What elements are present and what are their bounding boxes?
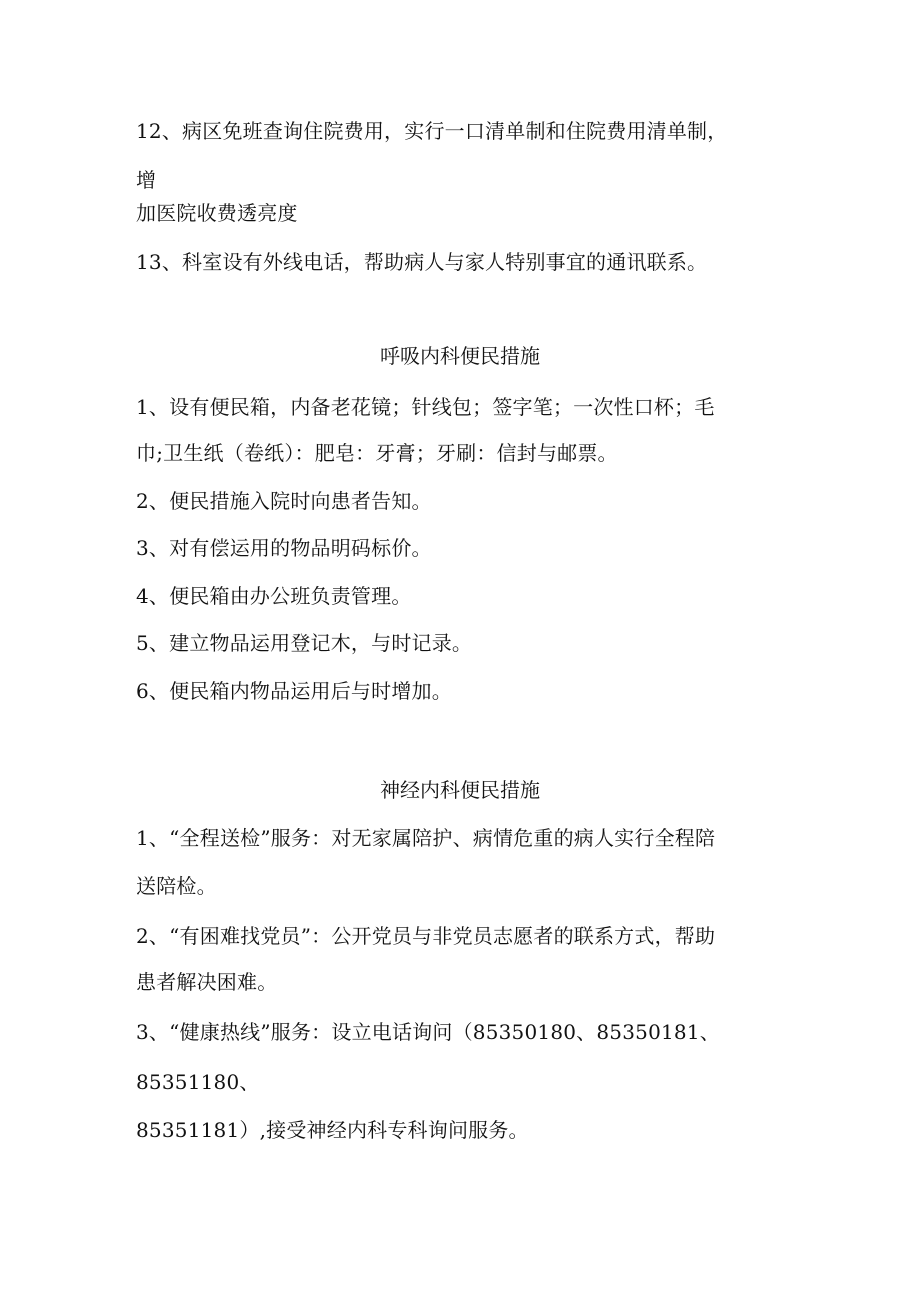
- paragraph-line: 1、“全程送检”服务：对无家属陪护、病情危重的病人实行全程陪: [136, 826, 716, 850]
- paragraph-line: 1、设有便民箱，内备老花镜；针线包；签字笔；一次性口杯；毛: [136, 395, 715, 419]
- section-title-neurology: 神经内科便民措施: [380, 778, 540, 802]
- paragraph-line: 加医院收费透亮度: [136, 201, 298, 225]
- paragraph-line: 5、建立物品运用登记木，与时记录。: [136, 631, 473, 655]
- section-title-respiratory: 呼吸内科便民措施: [380, 344, 540, 368]
- paragraph-line: 患者解决困难。: [136, 970, 278, 994]
- paragraph-line: 13、科室设有外线电话，帮助病人与家人特别事宜的通讯联系。: [136, 250, 708, 274]
- paragraph-line: 巾;卫生纸（卷纸）：肥皂：牙膏；牙刷：信封与邮票。: [136, 441, 618, 465]
- paragraph-line: 85351181）,接受神经内科专科询问服务。: [136, 1118, 529, 1142]
- paragraph-line: 3、“健康热线”服务：设立电话询问（85350180、85350181、: [136, 1020, 720, 1044]
- paragraph-line: 6、便民箱内物品运用后与时增加。: [136, 679, 452, 703]
- paragraph-line: 送陪检。: [136, 874, 217, 898]
- paragraph-line: 2、便民措施入院时向患者告知。: [136, 489, 432, 513]
- paragraph-line: 增: [136, 168, 157, 192]
- paragraph-line: 85351180、: [136, 1070, 260, 1094]
- paragraph-line: 4、便民箱由办公班负责管理。: [136, 584, 412, 608]
- paragraph-line: 12、病区免班查询住院费用，实行一口清单制和住院费用清单制，: [136, 119, 728, 143]
- paragraph-line: 3、对有偿运用的物品明码标价。: [136, 536, 432, 560]
- paragraph-line: 2、“有困难找党员”：公开党员与非党员志愿者的联系方式，帮助: [136, 924, 716, 948]
